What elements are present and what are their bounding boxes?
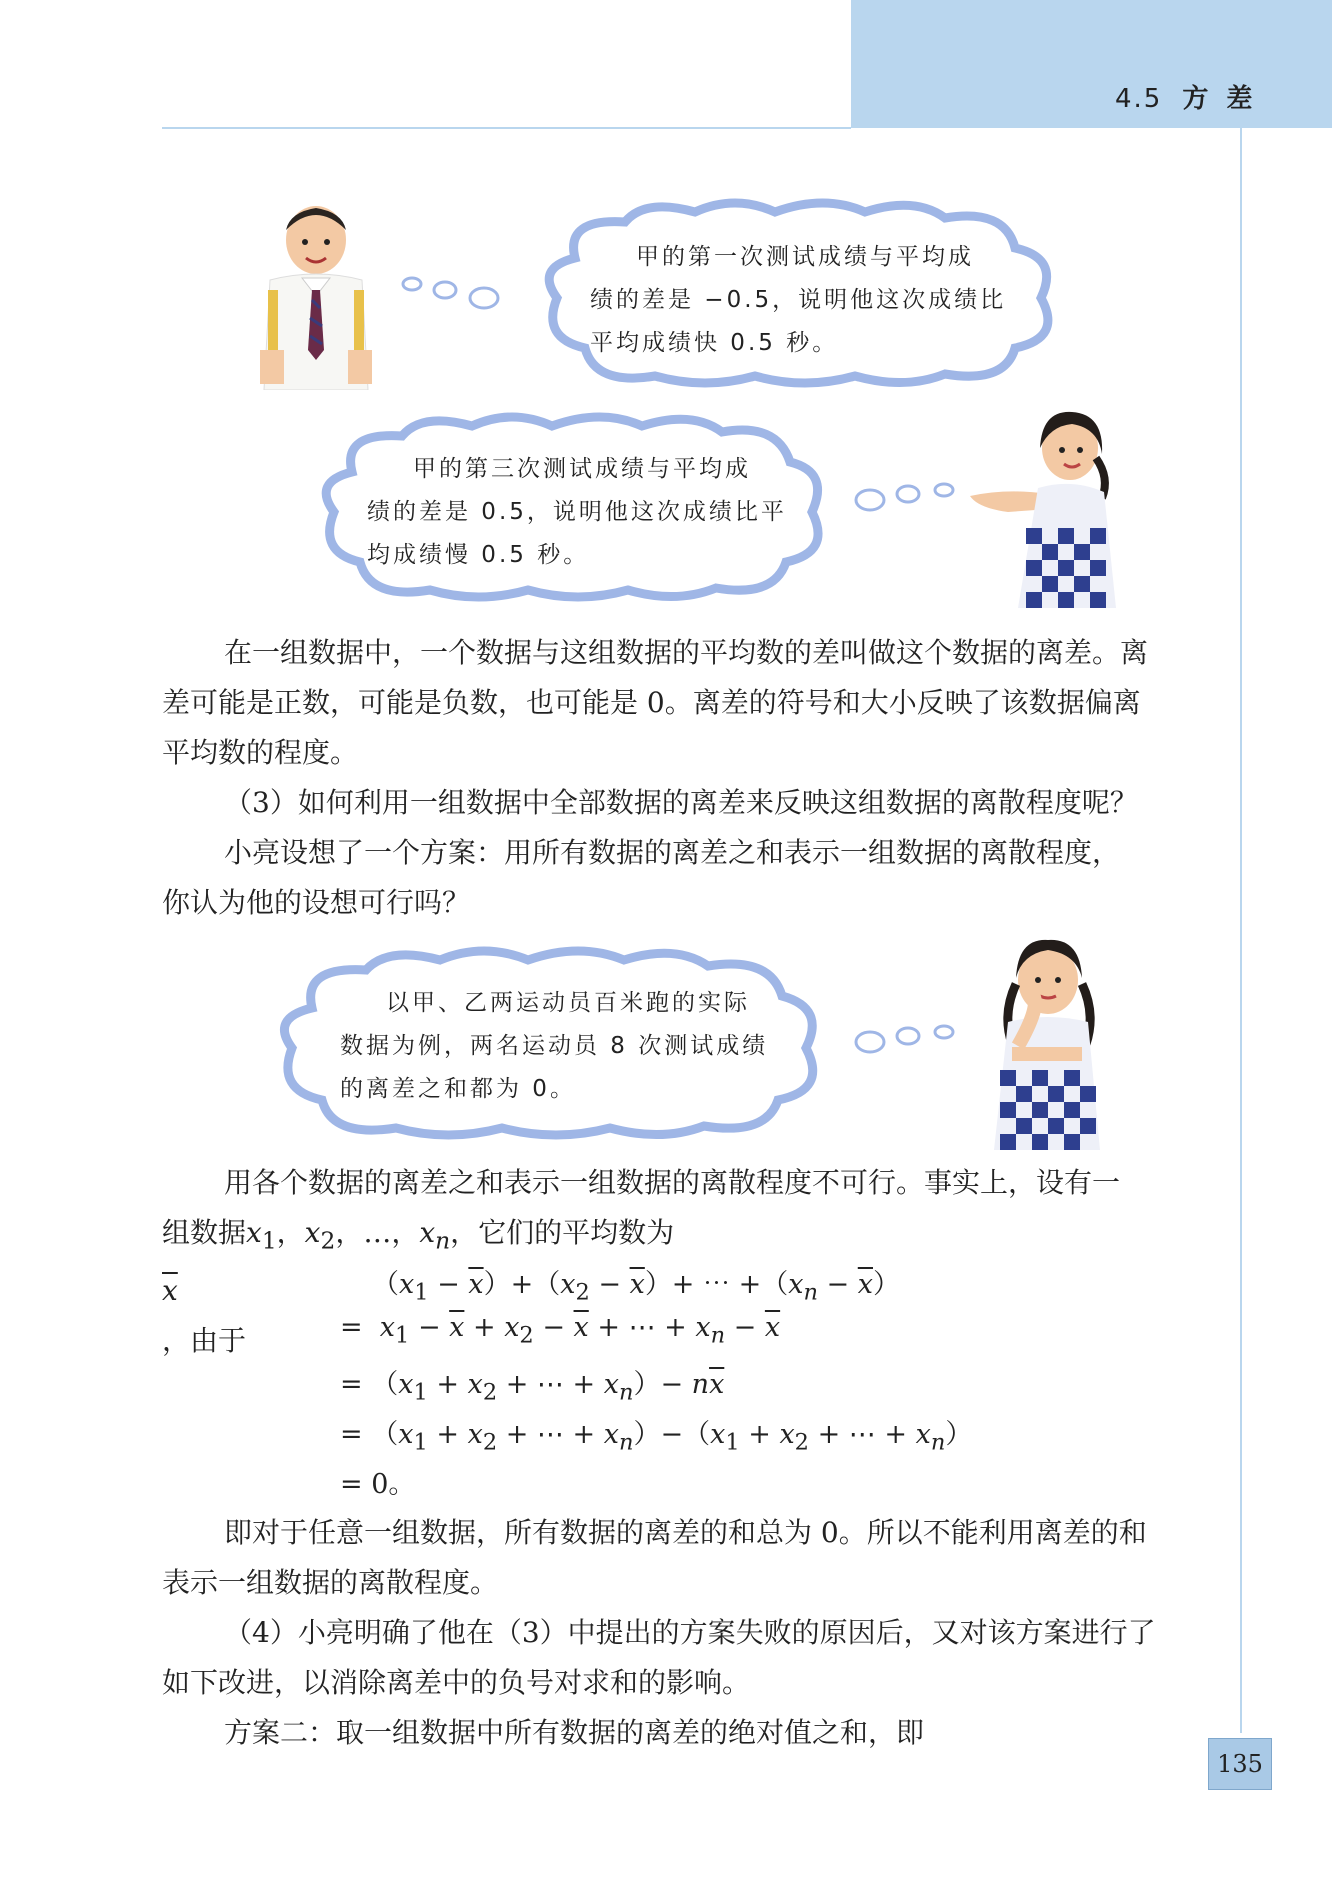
text-line: 如下改进，以消除离差中的负号对求和的影响。	[162, 1666, 751, 1699]
text-fragment: ，它们的平均数为	[450, 1216, 675, 1249]
bubble-line: 数据为例，两名运动员 8 次测试成绩	[340, 1033, 769, 1059]
text-line: 你认为他的设想可行吗？	[162, 886, 471, 919]
math-line-2: = $x_1 - \overline{x} + x_2 - \overline{x}$ + ⋯ + $x_n - \overline{x}$	[340, 1312, 781, 1349]
text-line: （4）小亮明确了他在（3）中提出的方案失败的原因后，又对该方案进行了	[224, 1616, 1156, 1649]
bubble-line: 甲的第一次测试成绩与平均成	[636, 244, 974, 270]
bubble-line: 甲的第三次测试成绩与平均成	[413, 456, 751, 482]
side-rule	[1240, 128, 1242, 1733]
bubble-line: 以甲、乙两运动员百米跑的实际	[386, 990, 750, 1016]
math-mean: $\overline{x}$	[162, 1273, 178, 1307]
girl-illustration-pointing	[968, 408, 1128, 608]
paragraph-question-4	[162, 1608, 1208, 1708]
text-line: 表示一组数据的离散程度。	[162, 1566, 499, 1599]
paragraph-conclusion	[162, 1508, 1208, 1608]
paragraph-plan	[162, 828, 1208, 928]
math-line-5: = 0。	[340, 1469, 416, 1500]
text-fragment: ，由于	[162, 1323, 247, 1357]
bubble-girl-1-text	[367, 448, 787, 577]
thought-bubble-boy	[535, 198, 1065, 388]
text-fragment: 组数据	[162, 1216, 247, 1249]
text-line: 小亮设想了一个方案：用所有数据的离差之和表示一组数据的离散程度，	[224, 836, 1121, 869]
bubble-girl-2-text	[340, 982, 768, 1111]
bubble-line: 绩的差是 −0.5，说明他这次成绩比	[590, 287, 1007, 313]
text-line: 即对于任意一组数据，所有数据的离差的和总为 0。所以不能利用离差的和	[224, 1516, 1147, 1549]
text-line: 平均数的程度。	[162, 736, 359, 769]
thought-bubble-girl-2	[270, 946, 830, 1142]
text-line: 用各个数据的离差之和表示一组数据的离散程度不可行。事实上，设有一	[224, 1166, 1121, 1199]
math-line-1: $(x_1 - \overline{x})+(x_2 - \overline{x})+$ ⋯ $+(x_n - \overline{x})$	[372, 1269, 900, 1306]
section-number: 4.5	[1115, 84, 1163, 114]
section-heading	[1115, 78, 1270, 115]
bubble-line: 均成绩慢 0.5 秒。	[367, 542, 590, 568]
header-rule	[162, 127, 851, 129]
boy-illustration	[250, 200, 382, 390]
page-number: 135	[1208, 1738, 1272, 1790]
bubble-line: 绩的差是 0.5，说明他这次成绩比平	[367, 499, 787, 525]
thought-dots	[400, 274, 510, 318]
math-line-4: = （$x_1 + x_2$ + ⋯ + $x_n)-(x_1 + x_2$ + ⋯ + $x_n$）	[340, 1419, 973, 1456]
thought-dots	[852, 480, 962, 524]
bubble-line: 的离差之和都为 0。	[340, 1076, 576, 1102]
bubble-line: 平均成绩快 0.5 秒。	[590, 330, 839, 356]
thought-dots	[852, 1020, 962, 1064]
math-line-3: = （$x_1 + x_2$ + ⋯ + $x_n)- n\overline{x}$	[340, 1369, 725, 1406]
text-line: 差可能是正数，可能是负数，也可能是 0。离差的符号和大小反映了该数据偏离	[162, 686, 1141, 719]
paragraph-definition	[162, 628, 1208, 778]
text-line: 在一组数据中，一个数据与这组数据的平均数的差叫做这个数据的离差。离	[224, 636, 1149, 669]
bubble-boy-text	[590, 236, 1006, 365]
text-line: （3）如何利用一组数据中全部数据的离差来反映这组数据的离散程度呢？	[224, 786, 1138, 819]
paragraph-question-3	[162, 778, 1208, 828]
girl-illustration-thinking	[982, 934, 1110, 1150]
paragraph-plan-2	[162, 1708, 1208, 1758]
text-line-with-math: 组数据$x_1$，$x_2$，…，$x_n$，它们的平均数为 $\overline{x}$ ，由于	[162, 1208, 1208, 1366]
text-line: 方案二：取一组数据中所有数据的离差的绝对值之和，即	[224, 1716, 925, 1749]
thought-bubble-girl-1	[312, 412, 832, 602]
section-title: 方差	[1182, 84, 1271, 114]
math-sequence: x	[246, 1216, 262, 1249]
